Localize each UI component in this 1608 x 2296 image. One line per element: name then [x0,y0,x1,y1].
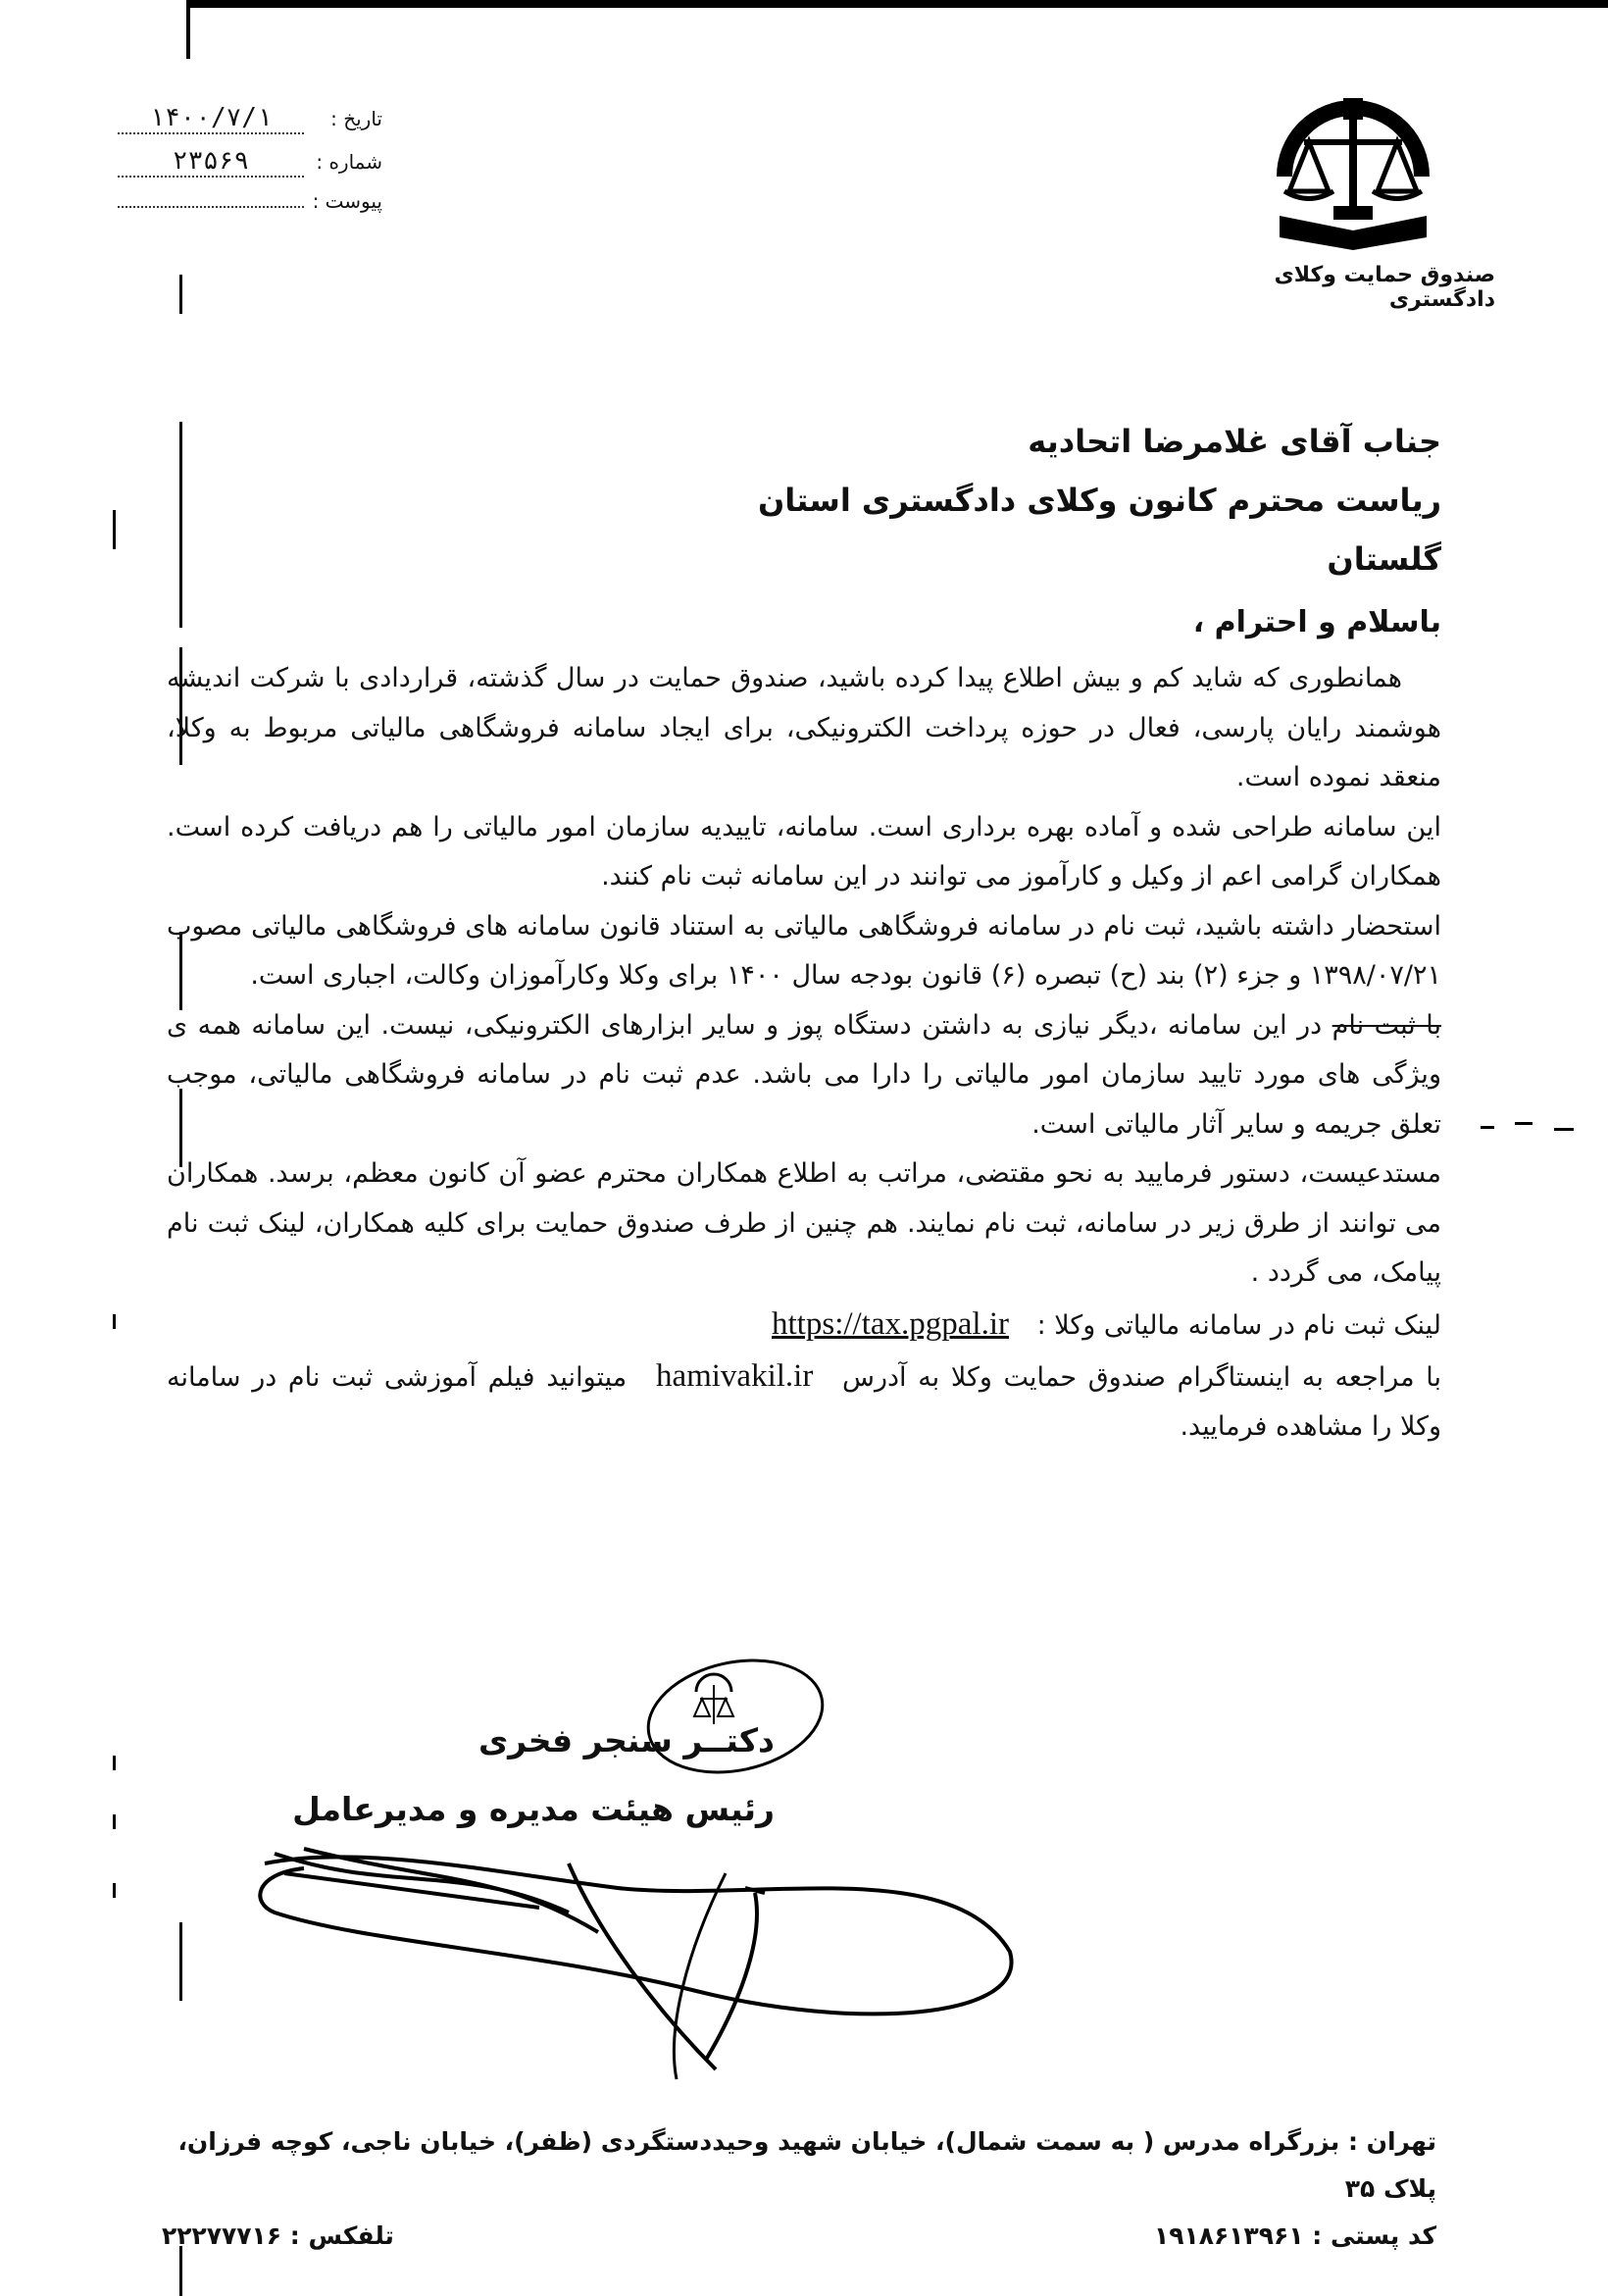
registration-link[interactable]: https://tax.pgpal.ir [772,1305,1009,1342]
margin-dash [1481,1126,1494,1129]
margin-mark [113,510,116,549]
number-row [98,146,382,189]
greeting: باسلام و احترام ، [1192,605,1441,639]
instagram-text-before: با مراجعه به اینستاگرام صندوق حمایت وکلا به آدرس [842,1361,1441,1393]
postal-code: کد پستی : ۱۹۱۸۶۱۳۹۶۱ [1153,2221,1436,2250]
registration-link-line [167,1299,1441,1352]
organization-name: صندوق حمایت وکلای دادگستری [1274,263,1495,312]
attachment-row [98,189,382,232]
number-value: ۲۳۵۶۹ [118,146,304,178]
signatory-name: دکتــر سنجر فخری [477,1721,775,1760]
number-label: شماره : [316,150,382,174]
footer-contact [162,2213,1436,2260]
top-border [186,0,1608,8]
date-row [98,103,382,146]
margin-mark [179,275,182,314]
date-label: تاریخ : [330,107,382,130]
paragraph-1: همانطوری که شاید کم و بیش اطلاع پیدا کرده باشید، صندوق حمایت در سال گذشته، قراردادی با شرکت اندیشه هوشمند رایان پارسی، فعال در حوزه پرداخت الکترونیکی، برای ایجاد سامانه فروشگاهی مالیاتی مربوط به وکلا، منعقد نموده است. [167,663,1441,792]
official-stamp [637,1648,833,1785]
margin-mark [113,1883,116,1898]
addressee-title: ریاست محترم کانون وکلای دادگستری استان گلستان [757,482,1441,578]
paragraph-4 [167,1001,1441,1150]
margin-mark [113,1314,116,1329]
scales-of-justice-icon [1265,69,1441,255]
margin-mark [179,1922,182,2001]
stamp-icon [637,1648,833,1785]
fax-number: تلفکس : ۲۲۲۷۷۷۱۶ [162,2221,394,2250]
attachment-label: پیوست : [312,189,382,213]
date-value: ۱۴۰۰/۷/۱ [118,103,304,134]
handwritten-signature [245,1834,1030,2089]
margin-dash [1554,1128,1574,1131]
margin-mark [113,1756,116,1770]
attachment-value [118,206,304,208]
paragraph-3: استحضار داشته باشید، ثبت نام در سامانه فروشگاهی مالیاتی به استناد قانون سامانه های فروشگاهی مالیاتی مصوب ۱۳۹۸/۰۷/۲۱ و جزء (۲) بند (ح) تبصره (۶) قانون بودجه سال ۱۴۰۰ برای وکلا وکارآموزان وکالت، اجباری است. [167,910,1441,991]
struck-text: با ثبت نام [1332,1009,1441,1041]
paragraph-4-text: در این سامانه ،دیگر نیازی به داشتن دستگاه پوز و سایر ابزارهای الکترونیکی، نیست. این سامانه همه ی ویژگی های مورد تایید سازمان امور مالیاتی را دارا می باشد. عدم ثبت نام در سامانه فروشگاهی مالیاتی، موجب تعلق جریمه و سایر آثار مالیاتی است. [167,1009,1441,1140]
margin-mark [113,1814,116,1829]
signatory-title: رئیس هیئت مدیره و مدیرعامل [292,1790,775,1828]
addressee [657,412,1441,588]
instagram-text-after: میتوانید فیلم آموزشی ثبت نام در سامانه وکلا را مشاهده فرمایید. [167,1361,1441,1442]
paragraph-2: این سامانه طراحی شده و آماده بهره برداری است. سامانه، تاییدیه سازمان امور مالیاتی را هم دریافت کرده است. همکاران گرامی اعم از وکیل و کارآموز می توانند در این سامانه ثبت نام کنند. [167,811,1441,892]
footer-address: تهران : بزرگراه مدرس ( به سمت شمال)، خیابان شهید وحیددستگردی (ظفر)، خیابان ناجی، کوچه فرزان، پلاک ۳۵ [177,2127,1436,2203]
link-label: لینک ثبت نام در سامانه مالیاتی وکلا : [1036,1309,1441,1341]
letter-body [167,593,1441,1453]
letter-footer [162,2118,1436,2260]
instagram-handle[interactable]: hamivakil.ir [655,1357,814,1394]
signature-icon [245,1834,1030,2089]
addressee-name: جناب آقای غلامرضا اتحادیه [1028,423,1441,460]
corner-mark [186,0,190,59]
organization-logo [1265,69,1441,294]
letter-meta [98,103,382,232]
paragraph-5: مستدعیست، دستور فرمایید به نحو مقتضی، مراتب به اطلاع همکاران محترم عضو آن کانون معظم، برسد. همکاران می توانند از طرق زیر در سامانه، ثبت نام نمایند. هم چنین از طرف صندوق حمایت برای کلیه همکاران، لینک ثبت نام پیامک، می گردد . [167,1158,1441,1288]
instagram-paragraph [167,1352,1441,1453]
margin-dash [1515,1122,1533,1125]
